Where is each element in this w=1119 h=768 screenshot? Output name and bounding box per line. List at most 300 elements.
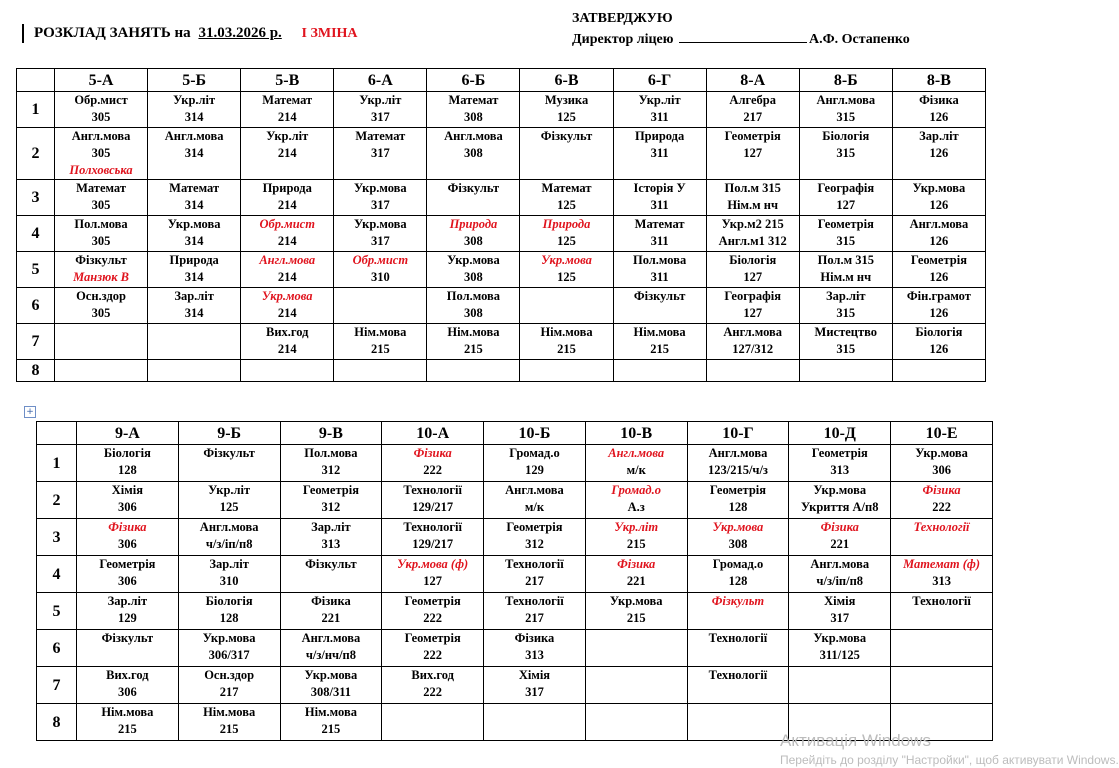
lesson-cell[interactable]	[241, 180, 334, 216]
lesson-cell[interactable]	[382, 667, 484, 704]
lesson-cell[interactable]	[427, 360, 520, 382]
cell-detail-text: 127	[836, 198, 856, 212]
subject-text: Англ.мова	[444, 129, 503, 143]
lesson-cell[interactable]	[241, 252, 334, 288]
lesson-cell[interactable]	[241, 360, 334, 382]
lesson-cell[interactable]	[55, 360, 148, 382]
lesson-cell[interactable]	[280, 445, 382, 482]
lesson-cell[interactable]	[334, 180, 427, 216]
subject-text: Англ.мова	[708, 446, 768, 460]
cell-detail-text: 311	[650, 270, 669, 284]
lesson-cell[interactable]	[178, 593, 280, 630]
cell-detail-text: 308/311	[310, 685, 352, 699]
lesson-cell[interactable]	[892, 252, 985, 288]
cell-detail-text: 127/312	[732, 342, 774, 356]
lesson-cell[interactable]	[484, 482, 586, 519]
lesson-cell[interactable]	[427, 216, 520, 252]
cell-detail-text: 222	[423, 685, 443, 699]
lesson-cell[interactable]	[789, 593, 891, 630]
lesson-cell[interactable]	[427, 128, 520, 180]
class-header-row	[37, 422, 993, 445]
cell-detail-text: 217	[525, 611, 544, 625]
subject-text: Геометрія	[302, 483, 359, 497]
subject-text: Історія У	[633, 181, 686, 195]
lesson-cell[interactable]	[892, 92, 985, 128]
subject-text: Укр.мова	[353, 217, 407, 231]
lesson-cell[interactable]	[613, 252, 706, 288]
subject-text: Фізика	[919, 93, 959, 107]
lesson-number: 2	[37, 482, 77, 519]
cell-detail-text: ч/з/іп/п8	[205, 537, 253, 551]
lesson-cell[interactable]	[280, 704, 382, 741]
subject-text: Пол.мова	[304, 446, 358, 460]
lesson-cell[interactable]	[687, 556, 789, 593]
subject-text: Укр.літ	[638, 93, 681, 107]
cell-detail-text: 127	[743, 270, 763, 284]
lesson-cell[interactable]	[178, 704, 280, 741]
lesson-cell[interactable]	[77, 630, 179, 667]
lesson-number: 8	[17, 360, 55, 382]
lesson-cell[interactable]	[55, 180, 148, 216]
lesson-cell[interactable]	[382, 630, 484, 667]
lesson-cell[interactable]	[55, 92, 148, 128]
title-text: РОЗКЛАД ЗАНЯТЬ на	[34, 25, 191, 41]
lesson-cell[interactable]	[334, 252, 427, 288]
lesson-cell[interactable]	[789, 519, 891, 556]
lesson-cell[interactable]	[77, 445, 179, 482]
lesson-cell[interactable]	[484, 556, 586, 593]
lesson-cell[interactable]	[484, 445, 586, 482]
subject-text: Фізкульт	[203, 446, 255, 460]
cell-detail-text: 308	[464, 110, 483, 124]
lesson-cell[interactable]	[520, 360, 613, 382]
lesson-cell[interactable]	[280, 593, 382, 630]
subject-text: Укр.мова	[541, 253, 592, 267]
lesson-cell[interactable]	[334, 360, 427, 382]
subject-text: Геометрія	[709, 483, 767, 497]
lesson-cell[interactable]	[382, 482, 484, 519]
lesson-cell[interactable]	[77, 593, 179, 630]
subject-text: Нім.мова	[304, 705, 357, 719]
lesson-cell[interactable]	[799, 128, 892, 180]
subject-text: Математ	[76, 181, 126, 195]
lesson-cell[interactable]	[585, 630, 687, 667]
cell-detail-text: 221	[626, 574, 646, 588]
lesson-cell[interactable]	[382, 593, 484, 630]
lesson-cell[interactable]	[892, 180, 985, 216]
lesson-cell[interactable]	[613, 216, 706, 252]
lesson-cell[interactable]	[789, 445, 891, 482]
cell-detail-text: 125	[219, 500, 239, 514]
lesson-cell[interactable]	[77, 519, 179, 556]
cell-detail-text: 126	[929, 234, 949, 248]
lesson-cell[interactable]	[687, 667, 789, 704]
cell-detail-text: 128	[118, 463, 137, 477]
cell-detail-text: 129	[525, 463, 544, 477]
lesson-cell[interactable]	[280, 630, 382, 667]
lesson-cell[interactable]	[178, 519, 280, 556]
subject-text: Фізкульт	[447, 181, 500, 195]
lesson-cell[interactable]	[382, 704, 484, 741]
lesson-cell[interactable]	[891, 593, 993, 630]
lesson-cell[interactable]	[706, 128, 799, 180]
cell-detail-text: 315	[836, 146, 856, 160]
lesson-cell[interactable]	[484, 667, 586, 704]
subject-text: Біологія	[915, 325, 963, 339]
subject-text: Англ.мова	[816, 93, 876, 107]
lesson-cell[interactable]	[799, 180, 892, 216]
lesson-cell[interactable]	[241, 92, 334, 128]
subject-text: Мистецтво	[814, 325, 878, 339]
lesson-row	[17, 252, 986, 288]
lesson-cell[interactable]	[520, 252, 613, 288]
lesson-number: 6	[37, 630, 77, 667]
subject-text: Пол.мова	[74, 217, 128, 231]
lesson-cell[interactable]	[334, 324, 427, 360]
subject-text: Природа	[634, 129, 685, 143]
lesson-cell[interactable]	[585, 482, 687, 519]
cell-detail-text: 313	[321, 537, 341, 551]
subject-text: Зар.літ	[919, 129, 959, 143]
lesson-cell[interactable]	[520, 216, 613, 252]
lesson-cell[interactable]	[613, 288, 706, 324]
lesson-row	[37, 593, 993, 630]
lesson-cell[interactable]	[613, 360, 706, 382]
lesson-cell[interactable]	[687, 593, 789, 630]
cell-detail-text: 217	[743, 110, 763, 124]
lesson-cell[interactable]	[484, 519, 586, 556]
lesson-cell[interactable]	[178, 445, 280, 482]
cell-detail-text: 125	[557, 270, 576, 284]
subject-text: Фін.грамот	[906, 289, 971, 303]
lesson-cell[interactable]	[687, 445, 789, 482]
cell-detail-text: Укриття А/п8	[801, 500, 879, 514]
subject-text: Математ	[448, 93, 499, 107]
lesson-cell[interactable]	[178, 630, 280, 667]
cell-detail-text: Нім.м нч	[727, 198, 779, 212]
subject-text: Природа	[262, 181, 312, 195]
lesson-cell[interactable]	[892, 360, 985, 382]
lesson-cell[interactable]	[891, 519, 993, 556]
subject-text: Зар.літ	[826, 289, 866, 303]
subject-text: Англ.мова	[505, 483, 564, 497]
subject-text: Англ.мова	[199, 520, 259, 534]
lesson-cell[interactable]	[148, 324, 241, 360]
subject-text: Громад.о	[712, 557, 764, 571]
lesson-cell[interactable]	[706, 252, 799, 288]
cell-detail-text: 217	[525, 574, 544, 588]
lesson-cell[interactable]	[280, 519, 382, 556]
cell-detail-text: 126	[929, 110, 949, 124]
lesson-cell[interactable]	[585, 519, 687, 556]
lesson-cell[interactable]	[334, 216, 427, 252]
cell-detail-text: Полховська	[69, 163, 133, 177]
lesson-row	[37, 556, 993, 593]
subject-text: Фізкульт	[633, 289, 686, 303]
subject-text: Природа	[449, 217, 498, 231]
subject-text: Укр.мова	[167, 217, 221, 231]
cell-detail-text: 127	[743, 306, 763, 320]
subject-text: Обр.мист	[259, 217, 315, 231]
subject-text: Нім.мова	[354, 325, 407, 339]
cell-detail-text: 126	[929, 306, 949, 320]
class-header: 8-А	[706, 69, 799, 92]
subject-text: Англ.мова	[71, 129, 131, 143]
cell-detail-text: 317	[370, 234, 390, 248]
cell-detail-text: 214	[277, 110, 297, 124]
lesson-cell[interactable]	[427, 324, 520, 360]
lesson-cell[interactable]	[520, 92, 613, 128]
cell-detail-text: Манзюк В	[73, 270, 130, 284]
subject-text: Фізкульт	[540, 129, 593, 143]
lesson-cell[interactable]	[148, 288, 241, 324]
lesson-cell[interactable]	[687, 519, 789, 556]
cell-detail-text: 214	[277, 342, 297, 356]
subject-text: Фізика	[514, 631, 555, 645]
approve-label: Директор ліцею	[572, 32, 674, 47]
lesson-cell[interactable]	[427, 180, 520, 216]
cell-detail-text: 222	[423, 648, 443, 662]
windows-activation-watermark	[780, 730, 1119, 768]
lesson-cell[interactable]	[148, 128, 241, 180]
subject-text: Громад.о	[509, 446, 560, 460]
subject-text: Громад.о	[611, 483, 662, 497]
lesson-cell[interactable]	[687, 630, 789, 667]
subject-text: Фізика	[617, 557, 656, 571]
lesson-cell[interactable]	[178, 556, 280, 593]
lesson-cell[interactable]	[799, 92, 892, 128]
subject-text: Нім.мова	[633, 325, 686, 339]
subject-text: Укр.мова	[202, 631, 256, 645]
table-move-handle-icon[interactable]: +	[24, 406, 36, 418]
class-header: 10-Д	[789, 422, 891, 445]
lesson-cell[interactable]	[484, 704, 586, 741]
lesson-cell[interactable]	[55, 128, 148, 180]
class-header-row	[17, 69, 986, 92]
lesson-cell[interactable]	[55, 288, 148, 324]
subject-text: Фізкульт	[75, 253, 127, 267]
lesson-cell[interactable]	[891, 482, 993, 519]
lesson-cell[interactable]	[789, 667, 891, 704]
class-header: 10-Б	[484, 422, 586, 445]
lesson-cell[interactable]	[585, 593, 687, 630]
lesson-cell[interactable]	[891, 445, 993, 482]
cell-detail-text: 129/217	[412, 500, 454, 514]
lesson-cell[interactable]	[241, 216, 334, 252]
cell-detail-text: 305	[91, 146, 111, 160]
lesson-cell[interactable]	[148, 92, 241, 128]
cell-detail-text: 215	[321, 722, 341, 736]
subject-text: Укр.літ	[359, 93, 402, 107]
lesson-cell[interactable]	[520, 180, 613, 216]
lesson-cell[interactable]	[55, 216, 148, 252]
lesson-row	[17, 324, 986, 360]
lesson-cell[interactable]	[148, 360, 241, 382]
lesson-cell[interactable]	[280, 482, 382, 519]
lesson-cell[interactable]	[789, 556, 891, 593]
cell-detail-text: 215	[626, 537, 646, 551]
lesson-cell[interactable]	[484, 630, 586, 667]
subject-text: Пол.мова	[446, 289, 501, 303]
lesson-number: 4	[17, 216, 55, 252]
lesson-cell[interactable]	[613, 180, 706, 216]
subject-text: Укр.мова	[912, 181, 966, 195]
lesson-cell[interactable]	[382, 445, 484, 482]
subject-text: Технології	[708, 631, 768, 645]
lesson-cell[interactable]	[891, 667, 993, 704]
lesson-cell[interactable]	[799, 288, 892, 324]
lesson-number: 6	[17, 288, 55, 324]
lesson-cell[interactable]	[585, 667, 687, 704]
lesson-cell[interactable]	[334, 92, 427, 128]
lesson-cell[interactable]	[799, 216, 892, 252]
lesson-cell[interactable]	[892, 128, 985, 180]
subject-text: Математ	[169, 181, 220, 195]
lesson-cell[interactable]	[585, 445, 687, 482]
lesson-cell[interactable]	[427, 288, 520, 324]
lesson-cell[interactable]	[148, 216, 241, 252]
lesson-cell[interactable]	[334, 288, 427, 324]
lesson-cell[interactable]	[706, 180, 799, 216]
lesson-cell[interactable]	[280, 556, 382, 593]
lesson-cell[interactable]	[178, 482, 280, 519]
lesson-cell[interactable]	[891, 556, 993, 593]
lesson-cell[interactable]	[687, 482, 789, 519]
lesson-number: 3	[37, 519, 77, 556]
cell-detail-text: 317	[830, 611, 850, 625]
subject-text: Пол.м 315	[817, 253, 874, 267]
lesson-cell[interactable]	[687, 704, 789, 741]
cell-detail-text: 308	[464, 306, 483, 320]
schedule-title	[22, 24, 358, 43]
subject-text: Фізкульт	[305, 557, 357, 571]
lesson-cell[interactable]	[706, 288, 799, 324]
lesson-row	[37, 519, 993, 556]
cell-detail-text: 314	[184, 270, 204, 284]
lesson-cell[interactable]	[55, 324, 148, 360]
cell-detail-text: 128	[728, 574, 748, 588]
lesson-row	[37, 630, 993, 667]
subject-text: Укр.мова	[712, 520, 764, 534]
cell-detail-text: 311/125	[819, 648, 860, 662]
lesson-cell[interactable]	[382, 556, 484, 593]
lesson-cell[interactable]	[280, 667, 382, 704]
cell-detail-text: 126	[929, 146, 949, 160]
subject-text: Нім.мова	[447, 325, 500, 339]
lesson-row	[37, 445, 993, 482]
lesson-cell[interactable]	[585, 556, 687, 593]
corner-cell	[17, 69, 55, 92]
lesson-cell[interactable]	[427, 92, 520, 128]
subject-text: Укр.мова	[304, 668, 358, 682]
lesson-cell[interactable]	[789, 482, 891, 519]
lesson-cell[interactable]	[148, 252, 241, 288]
lesson-cell[interactable]	[613, 92, 706, 128]
subject-text: Математ	[355, 129, 406, 143]
lesson-cell[interactable]	[55, 252, 148, 288]
cell-detail-text: 221	[830, 537, 850, 551]
cell-detail-text: 222	[932, 500, 951, 514]
lesson-cell[interactable]	[892, 288, 985, 324]
subject-text: Фізкульт	[101, 631, 154, 645]
lesson-cell[interactable]	[799, 324, 892, 360]
lesson-cell[interactable]	[334, 128, 427, 180]
cell-detail-text: 314	[184, 198, 204, 212]
lesson-cell[interactable]	[706, 92, 799, 128]
subject-text: Математ	[541, 181, 592, 195]
lesson-cell[interactable]	[148, 180, 241, 216]
subject-text: Геометрія	[811, 446, 868, 460]
cell-detail-text: 317	[370, 198, 390, 212]
cell-detail-text: 312	[321, 463, 341, 477]
subject-text: Зар.літ	[311, 520, 351, 534]
class-header: 6-Г	[613, 69, 706, 92]
subject-text: Пол.м 315	[724, 181, 781, 195]
lesson-cell[interactable]	[799, 252, 892, 288]
lesson-cell[interactable]	[891, 630, 993, 667]
lesson-cell[interactable]	[77, 667, 179, 704]
subject-text: Зар.літ	[174, 289, 214, 303]
lesson-cell[interactable]	[585, 704, 687, 741]
subject-text: Математ	[262, 93, 313, 107]
lesson-cell[interactable]	[520, 324, 613, 360]
cell-detail-text: 308	[464, 146, 483, 160]
subject-text: Укр.мова (ф)	[397, 557, 469, 571]
lesson-cell[interactable]	[427, 252, 520, 288]
lesson-cell[interactable]	[892, 216, 985, 252]
lesson-cell[interactable]	[520, 128, 613, 180]
lesson-cell[interactable]	[706, 216, 799, 252]
lesson-cell[interactable]	[706, 324, 799, 360]
subject-text: Укр.літ	[173, 93, 216, 107]
subject-text: Музика	[544, 93, 589, 107]
subject-text: Геометрія	[99, 557, 156, 571]
lesson-cell[interactable]	[613, 128, 706, 180]
lesson-row	[17, 180, 986, 216]
lesson-cell[interactable]	[520, 288, 613, 324]
lesson-cell[interactable]	[241, 128, 334, 180]
lesson-cell[interactable]	[77, 704, 179, 741]
lesson-cell[interactable]	[382, 519, 484, 556]
subject-text: Хімія	[824, 594, 856, 608]
lesson-cell[interactable]	[799, 360, 892, 382]
subject-text: Обр.мист	[352, 253, 409, 267]
lesson-cell[interactable]	[789, 630, 891, 667]
lesson-cell[interactable]	[241, 288, 334, 324]
lesson-row	[17, 216, 986, 252]
lesson-cell[interactable]	[178, 667, 280, 704]
lesson-cell[interactable]	[613, 324, 706, 360]
cell-detail-text: 305	[91, 198, 111, 212]
subject-text: Технології	[403, 483, 462, 497]
lesson-cell[interactable]	[241, 324, 334, 360]
class-header: 6-Б	[427, 69, 520, 92]
class-header: 9-А	[77, 422, 179, 445]
lesson-cell[interactable]	[484, 593, 586, 630]
class-header: 5-В	[241, 69, 334, 92]
lesson-cell[interactable]	[77, 556, 179, 593]
cell-detail-text: 310	[219, 574, 239, 588]
cell-detail-text: 126	[929, 342, 949, 356]
cell-detail-text: 305	[91, 234, 111, 248]
cell-detail-text: ч/з/іп/п8	[816, 574, 864, 588]
subject-text: Технології	[505, 557, 564, 571]
subject-text: Географія	[724, 289, 781, 303]
lesson-cell[interactable]	[706, 360, 799, 382]
lesson-cell[interactable]	[892, 324, 985, 360]
lesson-cell[interactable]	[77, 482, 179, 519]
signature-underline	[679, 30, 807, 43]
